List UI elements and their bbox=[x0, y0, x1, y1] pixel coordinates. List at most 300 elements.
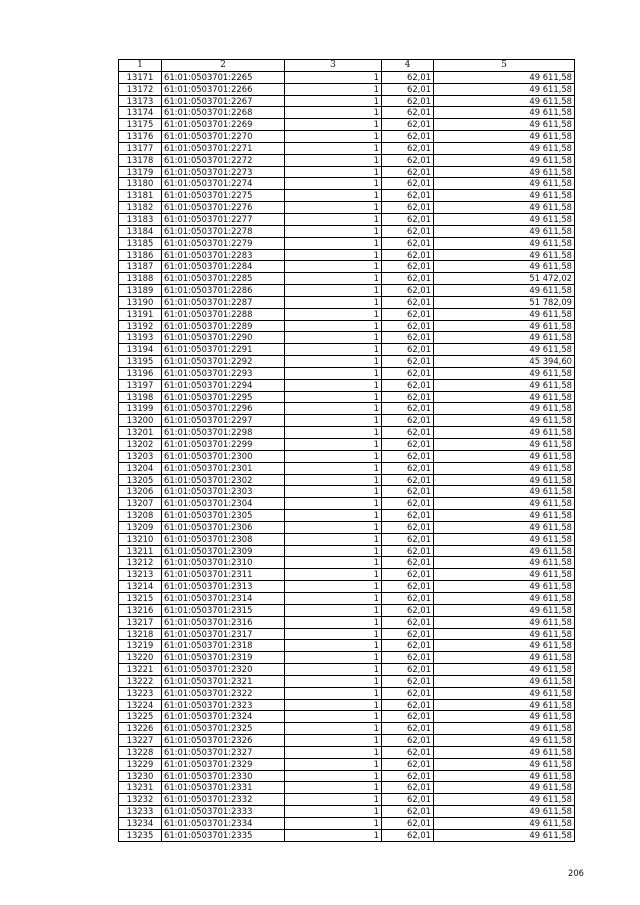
area-cell: 62,01 bbox=[382, 735, 434, 747]
area-cell: 62,01 bbox=[382, 652, 434, 664]
cadastral-number-cell: 61:01:0503701:2277 bbox=[162, 213, 285, 225]
table-row bbox=[119, 379, 575, 391]
row-number-cell: 13201 bbox=[119, 427, 162, 439]
cadastral-number-cell: 61:01:0503701:2325 bbox=[162, 723, 285, 735]
table-row bbox=[119, 332, 575, 344]
cadastral-number-cell: 61:01:0503701:2293 bbox=[162, 367, 285, 379]
cadastral-number-cell: 61:01:0503701:2326 bbox=[162, 735, 285, 747]
table-row bbox=[119, 557, 575, 569]
value-cell: 49 611,58 bbox=[434, 521, 575, 533]
row-number-cell: 13223 bbox=[119, 687, 162, 699]
quantity-cell: 1 bbox=[285, 142, 382, 154]
value-cell: 49 611,58 bbox=[434, 439, 575, 451]
value-cell: 49 611,58 bbox=[434, 119, 575, 131]
row-number-cell: 13195 bbox=[119, 356, 162, 368]
cadastral-number-cell: 61:01:0503701:2311 bbox=[162, 569, 285, 581]
row-number-cell: 13189 bbox=[119, 285, 162, 297]
cadastral-number-cell: 61:01:0503701:2271 bbox=[162, 142, 285, 154]
quantity-cell: 1 bbox=[285, 723, 382, 735]
row-number-cell: 13179 bbox=[119, 166, 162, 178]
column-header-4: 4 bbox=[382, 60, 434, 72]
cadastral-number-cell: 61:01:0503701:2323 bbox=[162, 699, 285, 711]
cadastral-number-cell: 61:01:0503701:2266 bbox=[162, 83, 285, 95]
value-cell: 51 472,02 bbox=[434, 273, 575, 285]
area-cell: 62,01 bbox=[382, 628, 434, 640]
table-row bbox=[119, 237, 575, 249]
area-cell: 62,01 bbox=[382, 675, 434, 687]
area-cell: 62,01 bbox=[382, 142, 434, 154]
value-cell: 49 611,58 bbox=[434, 225, 575, 237]
register-table bbox=[118, 59, 575, 842]
table-row bbox=[119, 178, 575, 190]
quantity-cell: 1 bbox=[285, 190, 382, 202]
row-number-cell: 13191 bbox=[119, 308, 162, 320]
value-cell: 49 611,58 bbox=[434, 818, 575, 830]
row-number-cell: 13219 bbox=[119, 640, 162, 652]
area-cell: 62,01 bbox=[382, 237, 434, 249]
quantity-cell: 1 bbox=[285, 344, 382, 356]
area-cell: 62,01 bbox=[382, 746, 434, 758]
quantity-cell: 1 bbox=[285, 415, 382, 427]
quantity-cell: 1 bbox=[285, 569, 382, 581]
table-row bbox=[119, 545, 575, 557]
cadastral-number-cell: 61:01:0503701:2278 bbox=[162, 225, 285, 237]
cadastral-number-cell: 61:01:0503701:2304 bbox=[162, 498, 285, 510]
quantity-cell: 1 bbox=[285, 474, 382, 486]
area-cell: 62,01 bbox=[382, 95, 434, 107]
table-row bbox=[119, 640, 575, 652]
value-cell: 49 611,58 bbox=[434, 758, 575, 770]
row-number-cell: 13196 bbox=[119, 367, 162, 379]
value-cell: 49 611,58 bbox=[434, 178, 575, 190]
cadastral-number-cell: 61:01:0503701:2335 bbox=[162, 829, 285, 841]
table-row bbox=[119, 770, 575, 782]
table-row bbox=[119, 818, 575, 830]
area-cell: 62,01 bbox=[382, 119, 434, 131]
row-number-cell: 13209 bbox=[119, 521, 162, 533]
table-row bbox=[119, 202, 575, 214]
table-row bbox=[119, 107, 575, 119]
quantity-cell: 1 bbox=[285, 296, 382, 308]
area-cell: 62,01 bbox=[382, 178, 434, 190]
quantity-cell: 1 bbox=[285, 166, 382, 178]
table-row bbox=[119, 581, 575, 593]
value-cell: 49 611,58 bbox=[434, 379, 575, 391]
row-number-cell: 13183 bbox=[119, 213, 162, 225]
table-row bbox=[119, 521, 575, 533]
quantity-cell: 1 bbox=[285, 557, 382, 569]
value-cell: 49 611,58 bbox=[434, 486, 575, 498]
value-cell: 49 611,58 bbox=[434, 533, 575, 545]
cadastral-number-cell: 61:01:0503701:2279 bbox=[162, 237, 285, 249]
row-number-cell: 13217 bbox=[119, 616, 162, 628]
table-row bbox=[119, 462, 575, 474]
quantity-cell: 1 bbox=[285, 107, 382, 119]
cadastral-number-cell: 61:01:0503701:2310 bbox=[162, 557, 285, 569]
area-cell: 62,01 bbox=[382, 474, 434, 486]
cadastral-number-cell: 61:01:0503701:2299 bbox=[162, 439, 285, 451]
cadastral-number-cell: 61:01:0503701:2273 bbox=[162, 166, 285, 178]
quantity-cell: 1 bbox=[285, 735, 382, 747]
cadastral-number-cell: 61:01:0503701:2288 bbox=[162, 308, 285, 320]
row-number-cell: 13204 bbox=[119, 462, 162, 474]
table-row bbox=[119, 119, 575, 131]
quantity-cell: 1 bbox=[285, 758, 382, 770]
value-cell: 49 611,58 bbox=[434, 652, 575, 664]
cadastral-number-cell: 61:01:0503701:2267 bbox=[162, 95, 285, 107]
table-row bbox=[119, 628, 575, 640]
cadastral-number-cell: 61:01:0503701:2283 bbox=[162, 249, 285, 261]
cadastral-number-cell: 61:01:0503701:2297 bbox=[162, 415, 285, 427]
cadastral-number-cell: 61:01:0503701:2301 bbox=[162, 462, 285, 474]
quantity-cell: 1 bbox=[285, 581, 382, 593]
area-cell: 62,01 bbox=[382, 71, 434, 83]
cadastral-number-cell: 61:01:0503701:2303 bbox=[162, 486, 285, 498]
cadastral-number-cell: 61:01:0503701:2265 bbox=[162, 71, 285, 83]
value-cell: 49 611,58 bbox=[434, 166, 575, 178]
column-header-1: 1 bbox=[119, 60, 162, 72]
value-cell: 49 611,58 bbox=[434, 131, 575, 143]
row-number-cell: 13186 bbox=[119, 249, 162, 261]
row-number-cell: 13194 bbox=[119, 344, 162, 356]
column-header-3: 3 bbox=[285, 60, 382, 72]
table-row bbox=[119, 829, 575, 841]
quantity-cell: 1 bbox=[285, 829, 382, 841]
row-number-cell: 13216 bbox=[119, 604, 162, 616]
area-cell: 62,01 bbox=[382, 782, 434, 794]
table-body bbox=[119, 71, 575, 841]
quantity-cell: 1 bbox=[285, 249, 382, 261]
table-row bbox=[119, 474, 575, 486]
value-cell: 49 611,58 bbox=[434, 723, 575, 735]
quantity-cell: 1 bbox=[285, 285, 382, 297]
row-number-cell: 13185 bbox=[119, 237, 162, 249]
table-row bbox=[119, 794, 575, 806]
value-cell: 49 611,58 bbox=[434, 782, 575, 794]
table-row bbox=[119, 427, 575, 439]
table-row bbox=[119, 735, 575, 747]
table-row bbox=[119, 675, 575, 687]
area-cell: 62,01 bbox=[382, 723, 434, 735]
cadastral-number-cell: 61:01:0503701:2332 bbox=[162, 794, 285, 806]
row-number-cell: 13208 bbox=[119, 510, 162, 522]
value-cell: 49 611,58 bbox=[434, 261, 575, 273]
area-cell: 62,01 bbox=[382, 83, 434, 95]
table-row bbox=[119, 758, 575, 770]
area-cell: 62,01 bbox=[382, 545, 434, 557]
row-number-cell: 13171 bbox=[119, 71, 162, 83]
value-cell: 49 611,58 bbox=[434, 474, 575, 486]
area-cell: 62,01 bbox=[382, 640, 434, 652]
quantity-cell: 1 bbox=[285, 95, 382, 107]
row-number-cell: 13182 bbox=[119, 202, 162, 214]
table-row bbox=[119, 225, 575, 237]
value-cell: 49 611,58 bbox=[434, 202, 575, 214]
row-number-cell: 13226 bbox=[119, 723, 162, 735]
quantity-cell: 1 bbox=[285, 794, 382, 806]
cadastral-number-cell: 61:01:0503701:2318 bbox=[162, 640, 285, 652]
row-number-cell: 13206 bbox=[119, 486, 162, 498]
value-cell: 49 611,58 bbox=[434, 829, 575, 841]
table-row bbox=[119, 308, 575, 320]
row-number-cell: 13227 bbox=[119, 735, 162, 747]
value-cell: 49 611,58 bbox=[434, 415, 575, 427]
area-cell: 62,01 bbox=[382, 391, 434, 403]
cadastral-number-cell: 61:01:0503701:2270 bbox=[162, 131, 285, 143]
table-row bbox=[119, 95, 575, 107]
row-number-cell: 13211 bbox=[119, 545, 162, 557]
quantity-cell: 1 bbox=[285, 213, 382, 225]
value-cell: 49 611,58 bbox=[434, 664, 575, 676]
row-number-cell: 13198 bbox=[119, 391, 162, 403]
table-row bbox=[119, 699, 575, 711]
cadastral-number-cell: 61:01:0503701:2289 bbox=[162, 320, 285, 332]
value-cell: 49 611,58 bbox=[434, 427, 575, 439]
row-number-cell: 13172 bbox=[119, 83, 162, 95]
quantity-cell: 1 bbox=[285, 403, 382, 415]
area-cell: 62,01 bbox=[382, 616, 434, 628]
value-cell: 49 611,58 bbox=[434, 498, 575, 510]
cadastral-number-cell: 61:01:0503701:2330 bbox=[162, 770, 285, 782]
value-cell: 49 611,58 bbox=[434, 367, 575, 379]
quantity-cell: 1 bbox=[285, 604, 382, 616]
area-cell: 62,01 bbox=[382, 439, 434, 451]
row-number-cell: 13225 bbox=[119, 711, 162, 723]
value-cell: 49 611,58 bbox=[434, 332, 575, 344]
cadastral-number-cell: 61:01:0503701:2321 bbox=[162, 675, 285, 687]
area-cell: 62,01 bbox=[382, 510, 434, 522]
row-number-cell: 13190 bbox=[119, 296, 162, 308]
row-number-cell: 13174 bbox=[119, 107, 162, 119]
area-cell: 62,01 bbox=[382, 462, 434, 474]
area-cell: 62,01 bbox=[382, 403, 434, 415]
value-cell: 49 611,58 bbox=[434, 687, 575, 699]
quantity-cell: 1 bbox=[285, 664, 382, 676]
area-cell: 62,01 bbox=[382, 664, 434, 676]
row-number-cell: 13231 bbox=[119, 782, 162, 794]
value-cell: 49 611,58 bbox=[434, 462, 575, 474]
area-cell: 62,01 bbox=[382, 261, 434, 273]
row-number-cell: 13232 bbox=[119, 794, 162, 806]
cadastral-number-cell: 61:01:0503701:2319 bbox=[162, 652, 285, 664]
row-number-cell: 13187 bbox=[119, 261, 162, 273]
cadastral-number-cell: 61:01:0503701:2294 bbox=[162, 379, 285, 391]
table-row bbox=[119, 320, 575, 332]
quantity-cell: 1 bbox=[285, 450, 382, 462]
area-cell: 62,01 bbox=[382, 794, 434, 806]
value-cell: 49 611,58 bbox=[434, 640, 575, 652]
area-cell: 62,01 bbox=[382, 581, 434, 593]
quantity-cell: 1 bbox=[285, 462, 382, 474]
row-number-cell: 13184 bbox=[119, 225, 162, 237]
quantity-cell: 1 bbox=[285, 782, 382, 794]
quantity-cell: 1 bbox=[285, 273, 382, 285]
area-cell: 62,01 bbox=[382, 131, 434, 143]
area-cell: 62,01 bbox=[382, 356, 434, 368]
cadastral-number-cell: 61:01:0503701:2285 bbox=[162, 273, 285, 285]
table-row bbox=[119, 604, 575, 616]
cadastral-number-cell: 61:01:0503701:2313 bbox=[162, 581, 285, 593]
value-cell: 45 394,60 bbox=[434, 356, 575, 368]
quantity-cell: 1 bbox=[285, 818, 382, 830]
value-cell: 49 611,58 bbox=[434, 237, 575, 249]
table-row bbox=[119, 403, 575, 415]
area-cell: 62,01 bbox=[382, 806, 434, 818]
value-cell: 49 611,58 bbox=[434, 604, 575, 616]
cadastral-number-cell: 61:01:0503701:2333 bbox=[162, 806, 285, 818]
area-cell: 62,01 bbox=[382, 344, 434, 356]
cadastral-number-cell: 61:01:0503701:2291 bbox=[162, 344, 285, 356]
value-cell: 49 611,58 bbox=[434, 735, 575, 747]
cadastral-number-cell: 61:01:0503701:2276 bbox=[162, 202, 285, 214]
quantity-cell: 1 bbox=[285, 592, 382, 604]
quantity-cell: 1 bbox=[285, 427, 382, 439]
quantity-cell: 1 bbox=[285, 699, 382, 711]
value-cell: 49 611,58 bbox=[434, 391, 575, 403]
value-cell: 49 611,58 bbox=[434, 545, 575, 557]
row-number-cell: 13234 bbox=[119, 818, 162, 830]
row-number-cell: 13203 bbox=[119, 450, 162, 462]
cadastral-number-cell: 61:01:0503701:2334 bbox=[162, 818, 285, 830]
table-row bbox=[119, 592, 575, 604]
quantity-cell: 1 bbox=[285, 225, 382, 237]
value-cell: 49 611,58 bbox=[434, 71, 575, 83]
table-row bbox=[119, 569, 575, 581]
area-cell: 62,01 bbox=[382, 592, 434, 604]
cadastral-number-cell: 61:01:0503701:2296 bbox=[162, 403, 285, 415]
area-cell: 62,01 bbox=[382, 711, 434, 723]
value-cell: 49 611,58 bbox=[434, 569, 575, 581]
value-cell: 49 611,58 bbox=[434, 142, 575, 154]
value-cell: 49 611,58 bbox=[434, 83, 575, 95]
quantity-cell: 1 bbox=[285, 616, 382, 628]
value-cell: 49 611,58 bbox=[434, 320, 575, 332]
quantity-cell: 1 bbox=[285, 746, 382, 758]
area-cell: 62,01 bbox=[382, 498, 434, 510]
table-row bbox=[119, 391, 575, 403]
value-cell: 51 782,09 bbox=[434, 296, 575, 308]
cadastral-number-cell: 61:01:0503701:2309 bbox=[162, 545, 285, 557]
row-number-cell: 13213 bbox=[119, 569, 162, 581]
table-row bbox=[119, 415, 575, 427]
row-number-cell: 13173 bbox=[119, 95, 162, 107]
quantity-cell: 1 bbox=[285, 628, 382, 640]
table-row bbox=[119, 510, 575, 522]
row-number-cell: 13202 bbox=[119, 439, 162, 451]
value-cell: 49 611,58 bbox=[434, 403, 575, 415]
area-cell: 62,01 bbox=[382, 604, 434, 616]
row-number-cell: 13207 bbox=[119, 498, 162, 510]
area-cell: 62,01 bbox=[382, 557, 434, 569]
area-cell: 62,01 bbox=[382, 521, 434, 533]
quantity-cell: 1 bbox=[285, 652, 382, 664]
table-row bbox=[119, 746, 575, 758]
quantity-cell: 1 bbox=[285, 320, 382, 332]
cadastral-number-cell: 61:01:0503701:2329 bbox=[162, 758, 285, 770]
area-cell: 62,01 bbox=[382, 213, 434, 225]
table-row bbox=[119, 83, 575, 95]
row-number-cell: 13212 bbox=[119, 557, 162, 569]
area-cell: 62,01 bbox=[382, 308, 434, 320]
cadastral-number-cell: 61:01:0503701:2292 bbox=[162, 356, 285, 368]
area-cell: 62,01 bbox=[382, 367, 434, 379]
quantity-cell: 1 bbox=[285, 545, 382, 557]
quantity-cell: 1 bbox=[285, 486, 382, 498]
quantity-cell: 1 bbox=[285, 675, 382, 687]
cadastral-number-cell: 61:01:0503701:2331 bbox=[162, 782, 285, 794]
area-cell: 62,01 bbox=[382, 450, 434, 462]
row-number-cell: 13233 bbox=[119, 806, 162, 818]
value-cell: 49 611,58 bbox=[434, 592, 575, 604]
table-row bbox=[119, 285, 575, 297]
table-row bbox=[119, 782, 575, 794]
table-row bbox=[119, 190, 575, 202]
row-number-cell: 13218 bbox=[119, 628, 162, 640]
table-row bbox=[119, 166, 575, 178]
area-cell: 62,01 bbox=[382, 225, 434, 237]
area-cell: 62,01 bbox=[382, 770, 434, 782]
row-number-cell: 13200 bbox=[119, 415, 162, 427]
table-row bbox=[119, 261, 575, 273]
quantity-cell: 1 bbox=[285, 770, 382, 782]
value-cell: 49 611,58 bbox=[434, 746, 575, 758]
value-cell: 49 611,58 bbox=[434, 581, 575, 593]
row-number-cell: 13229 bbox=[119, 758, 162, 770]
cadastral-number-cell: 61:01:0503701:2295 bbox=[162, 391, 285, 403]
cadastral-number-cell: 61:01:0503701:2300 bbox=[162, 450, 285, 462]
table-row bbox=[119, 616, 575, 628]
table-row bbox=[119, 273, 575, 285]
cadastral-number-cell: 61:01:0503701:2302 bbox=[162, 474, 285, 486]
cadastral-number-cell: 61:01:0503701:2290 bbox=[162, 332, 285, 344]
table-row bbox=[119, 154, 575, 166]
row-number-cell: 13214 bbox=[119, 581, 162, 593]
column-header-5: 5 bbox=[434, 60, 575, 72]
cadastral-number-cell: 61:01:0503701:2322 bbox=[162, 687, 285, 699]
table-row bbox=[119, 806, 575, 818]
quantity-cell: 1 bbox=[285, 261, 382, 273]
cadastral-number-cell: 61:01:0503701:2284 bbox=[162, 261, 285, 273]
row-number-cell: 13197 bbox=[119, 379, 162, 391]
row-number-cell: 13205 bbox=[119, 474, 162, 486]
cadastral-number-cell: 61:01:0503701:2308 bbox=[162, 533, 285, 545]
cadastral-number-cell: 61:01:0503701:2286 bbox=[162, 285, 285, 297]
cadastral-number-cell: 61:01:0503701:2275 bbox=[162, 190, 285, 202]
value-cell: 49 611,58 bbox=[434, 213, 575, 225]
area-cell: 62,01 bbox=[382, 687, 434, 699]
table-row bbox=[119, 249, 575, 261]
value-cell: 49 611,58 bbox=[434, 344, 575, 356]
value-cell: 49 611,58 bbox=[434, 711, 575, 723]
quantity-cell: 1 bbox=[285, 640, 382, 652]
cadastral-number-cell: 61:01:0503701:2268 bbox=[162, 107, 285, 119]
row-number-cell: 13220 bbox=[119, 652, 162, 664]
row-number-cell: 13215 bbox=[119, 592, 162, 604]
area-cell: 62,01 bbox=[382, 154, 434, 166]
row-number-cell: 13210 bbox=[119, 533, 162, 545]
cadastral-number-cell: 61:01:0503701:2324 bbox=[162, 711, 285, 723]
area-cell: 62,01 bbox=[382, 427, 434, 439]
area-cell: 62,01 bbox=[382, 758, 434, 770]
row-number-cell: 13176 bbox=[119, 131, 162, 143]
area-cell: 62,01 bbox=[382, 273, 434, 285]
table-row bbox=[119, 486, 575, 498]
cadastral-number-cell: 61:01:0503701:2320 bbox=[162, 664, 285, 676]
quantity-cell: 1 bbox=[285, 711, 382, 723]
table-row bbox=[119, 367, 575, 379]
area-cell: 62,01 bbox=[382, 332, 434, 344]
value-cell: 49 611,58 bbox=[434, 770, 575, 782]
